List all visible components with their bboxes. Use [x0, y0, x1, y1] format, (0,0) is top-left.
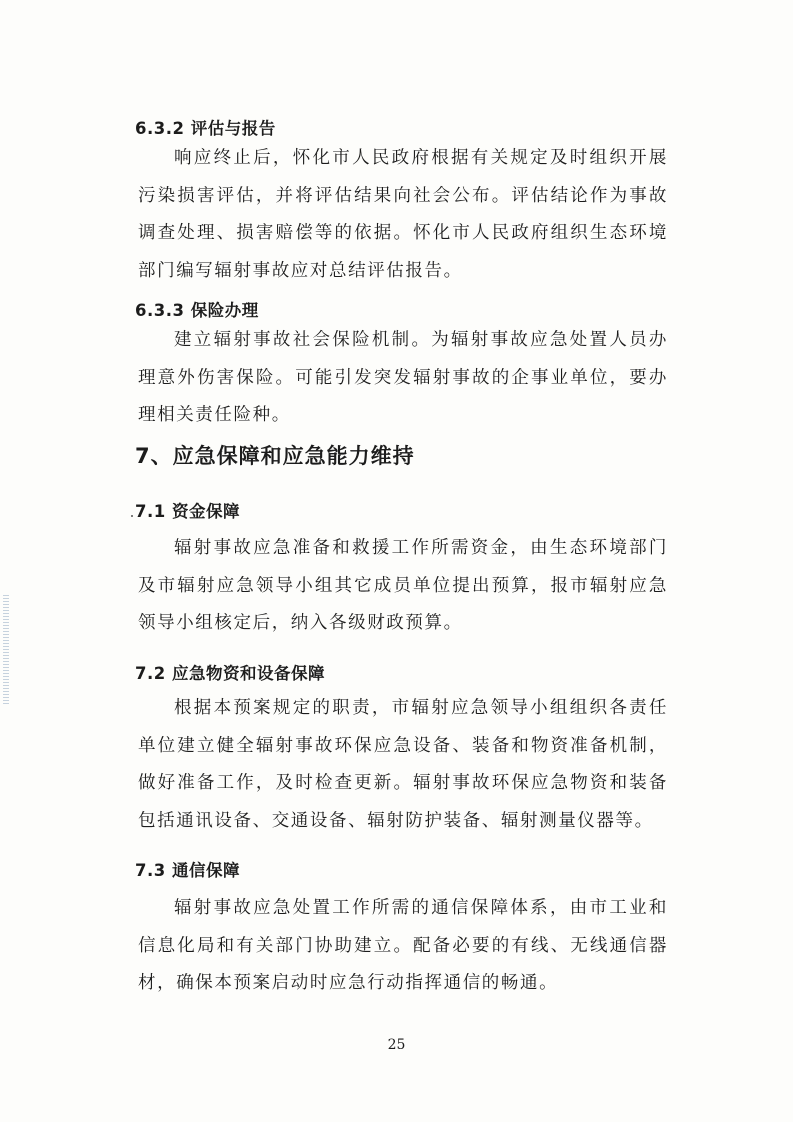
paragraph-6-3-2: 响应终止后，怀化市人民政府根据有关规定及时组织开展污染损害评估，并将评估结果向社会公布。评估结论作为事故调查处理、损害赔偿等的依据。怀化市人民政府组织生态环境部门编写辐射事故应对总结评估报告。 [138, 148, 668, 281]
paragraph-6-3-3: 建立辐射事故社会保险机制。为辐射事故应急处置人员办理意外伤害保险。可能引发突发辐射事故的企事业单位，要办理相关责任险种。 [138, 330, 668, 425]
heading-7-2: 7.2 应急物资和设备保障 [135, 664, 325, 683]
paragraph-7-3: 辐射事故应急处置工作所需的通信保障体系，由市工业和信息化局和有关部门协助建立。配备必要的有线、无线通信器材，确保本预案启动时应急行动指挥通信的畅通。 [138, 898, 668, 993]
heading-6-3-2: 6.3.2 评估与报告 [135, 119, 276, 138]
page-number: 25 [387, 1037, 406, 1053]
heading-7-1: 7.1 资金保障 [135, 502, 240, 521]
scan-artifact-dot [131, 515, 133, 517]
paragraph-7-2: 根据本预案规定的职责，市辐射应急领导小组组织各责任单位建立健全辐射事故环保应急设备、装备和物资准备机制，做好准备工作，及时检查更新。辐射事故环保应急物资和装备包括通讯设备、交通设备、辐射防护装备、辐射测量仪器等。 [138, 698, 668, 831]
paragraph-7-1: 辐射事故应急准备和救援工作所需资金，由生态环境部门及市辐射应急领导小组其它成员单位提出预算，报市辐射应急领导小组核定后，纳入各级财政预算。 [138, 538, 668, 633]
heading-section-7: 7、应急保障和应急能力维持 [135, 444, 415, 468]
heading-7-3: 7.3 通信保障 [135, 861, 240, 880]
scan-artifact-edge [3, 595, 9, 705]
heading-6-3-3: 6.3.3 保险办理 [135, 301, 259, 320]
